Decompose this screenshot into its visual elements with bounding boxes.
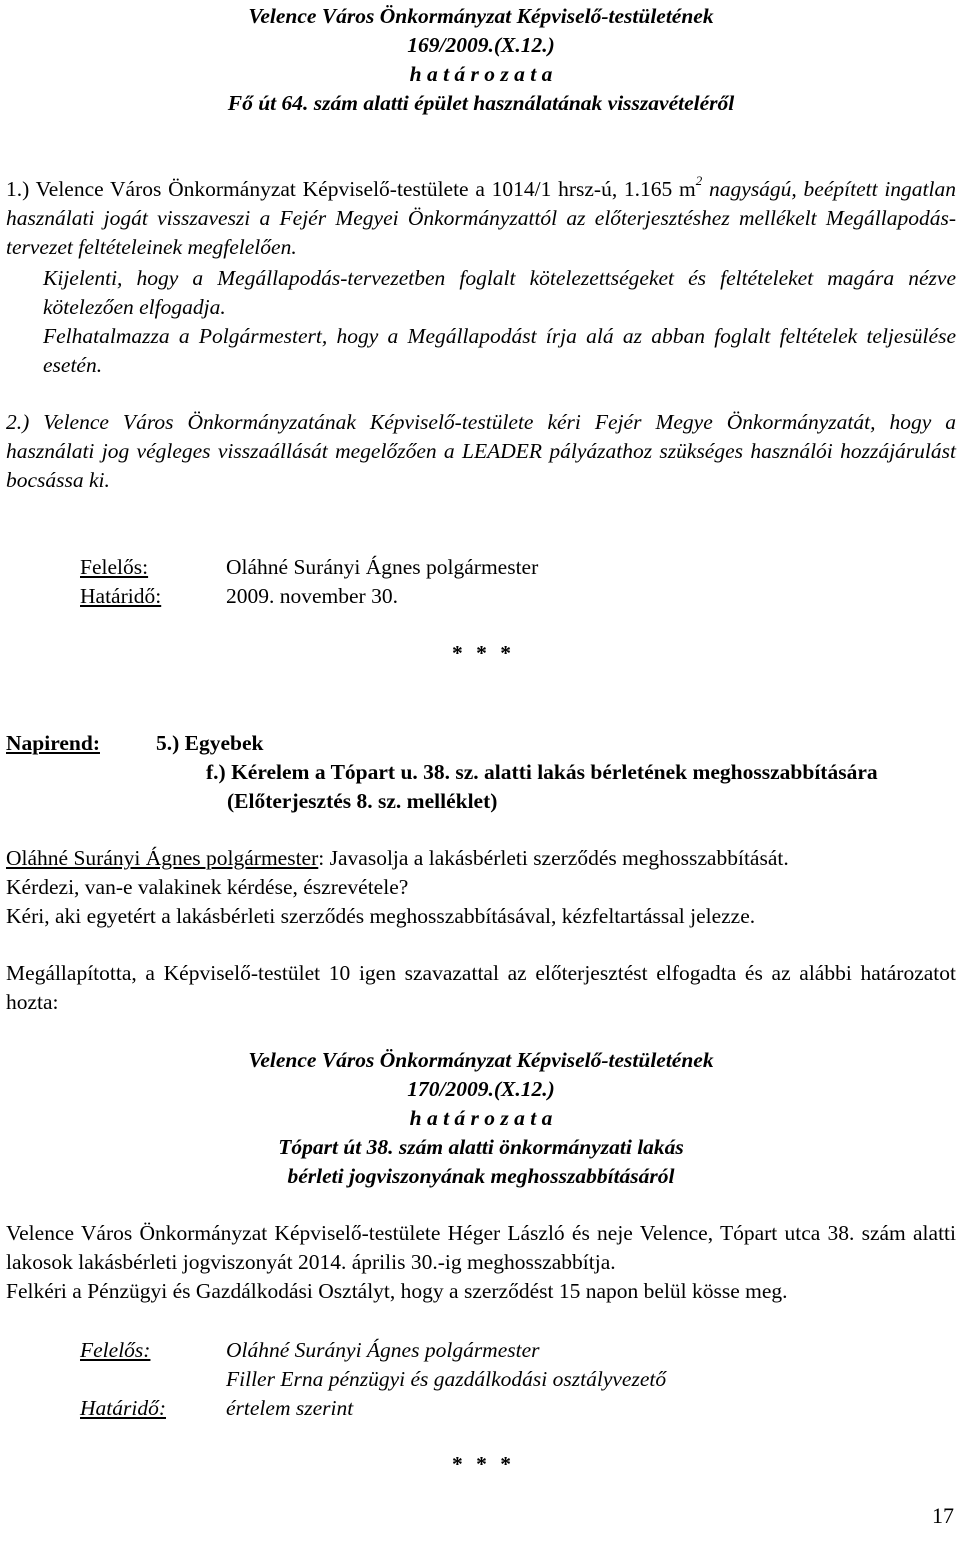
separator-stars-2: * * *: [452, 1452, 515, 1476]
speech-line-2: Kérdezi, van-e valakinek kérdése, észrevétele?: [6, 875, 409, 899]
resolution-169-point-2: [6, 408, 956, 495]
resolution-subject: Fő út 64. szám alatti épület használatának visszavételéről: [227, 91, 735, 115]
responsibility-block-2: [80, 1336, 880, 1423]
responsible-value-2: Filler Erna pénzügyi és gazdálkodási osztályvezető: [226, 1367, 667, 1391]
superscript: 2: [695, 172, 703, 188]
deadline-row: [80, 582, 780, 611]
vote-statement: Megállapította, a Képviselő-testület 10 igen szavazattal az előterjesztést elfogadta és az alábbi határozatot hozta:: [6, 961, 956, 1014]
speaker-name: Oláhné Surányi Ágnes polgármester: [6, 846, 319, 870]
deadline-label: Határidő:: [80, 584, 162, 608]
point-1-text: 1.) Velence Város Önkormányzat Képviselő-testülete a 1014/1 hrsz-ú, 1.165 $m^2$ nagyságú, beépített ingatlan használati jogát visszaveszi a Fejér Megyei Önkormányzattól az előterjesztéshez mellékelt Megállapodás-tervezet feltételeinek megfelelően.: [6, 172, 956, 259]
resolution-170-text: [6, 1219, 956, 1306]
separator-stars: * * *: [452, 641, 515, 665]
resolution-subject-2: bérleti jogviszonyának meghosszabbításáról: [287, 1164, 675, 1188]
deadline-value: értelem szerint: [226, 1396, 354, 1420]
resolution-169-point-1: [6, 172, 956, 262]
deadline-value: 2009. november 30.: [226, 584, 398, 608]
responsible-label: Felelős:: [80, 1338, 151, 1362]
resolution-170-header: [6, 1046, 956, 1191]
point-1-acceptance: Kijelenti, hogy a Megállapodás-tervezetben foglalt kötelezettségeket és feltételeket magára nézve kötelezően elfogadja.: [43, 266, 956, 319]
agenda-items: [156, 729, 956, 816]
speech-line-3: Kéri, aki egyetért a lakásbérleti szerződés meghosszabbításával, kézfeltartással jelezze.: [6, 904, 756, 928]
point-1-cont: [43, 264, 956, 380]
deadline-label: Határidő:: [80, 1396, 166, 1420]
resolution-subject-1: Tópart út 38. szám alatti önkormányzati lakás: [278, 1135, 684, 1159]
point-2-text: 2.) Velence Város Önkormányzatának Képviselő-testülete kéri Fejér Megye Önkormányzatát, hogy a használati jog végleges visszaállását megelőzően a LEADER pályázathoz szükséges használói hozzájárulást bocsássa ki.: [6, 410, 956, 492]
resolution-number: 169/2009.(X.12.): [407, 33, 555, 57]
responsible-row-2: [80, 1365, 880, 1394]
responsible-value: Oláhné Surányi Ágnes polgármester: [226, 555, 539, 579]
resolution-169-header: [6, 2, 956, 118]
agenda-item-attachment: (Előterjesztés 8. sz. melléklet): [227, 789, 498, 813]
speech-line-1: Oláhné Surányi Ágnes polgármester: Javasolja a lakásbérleti szerződés meghosszabbítását.: [6, 846, 789, 870]
responsible-label: Felelős:: [80, 555, 149, 579]
mayor-speech: [6, 844, 956, 931]
agenda-label: Napirend:: [6, 731, 100, 755]
resolution-body-title: Velence Város Önkormányzat Képviselő-testületének: [248, 1048, 714, 1072]
responsible-value-1: Oláhné Surányi Ágnes polgármester: [226, 1338, 540, 1362]
page-number: 17: [932, 1503, 954, 1528]
agenda-item-main: 5.) Egyebek: [156, 731, 264, 755]
resolution-body-title: Velence Város Önkormányzat Képviselő-testületének: [248, 4, 714, 28]
resolution-number: 170/2009.(X.12.): [407, 1077, 555, 1101]
responsible-row: [80, 553, 780, 582]
point-1-authorization: Felhatalmazza a Polgármestert, hogy a Megállapodást írja alá az abban foglalt feltételek teljesülése esetén.: [43, 324, 956, 377]
responsible-row: [80, 1336, 880, 1365]
resolution-label: h a t á r o z a t a: [409, 62, 553, 86]
agenda-item-sub: f.) Kérelem a Tópart u. 38. sz. alatti lakás bérletének meghosszabbítására: [206, 760, 878, 784]
extension-text: Velence Város Önkormányzat Képviselő-testülete Héger László és neje Velence, Tópart utca 38. szám alatti lakosok lakásbérleti jogviszonyát 2014. április 30.-ig meghosszabbítja.: [6, 1221, 956, 1274]
contract-instruction: Felkéri a Pénzügyi és Gazdálkodási Osztályt, hogy a szerződést 15 napon belül kösse meg.: [6, 1279, 788, 1303]
deadline-row: [80, 1394, 880, 1423]
responsibility-block-1: [80, 553, 780, 611]
resolution-label: h a t á r o z a t a: [409, 1106, 553, 1130]
